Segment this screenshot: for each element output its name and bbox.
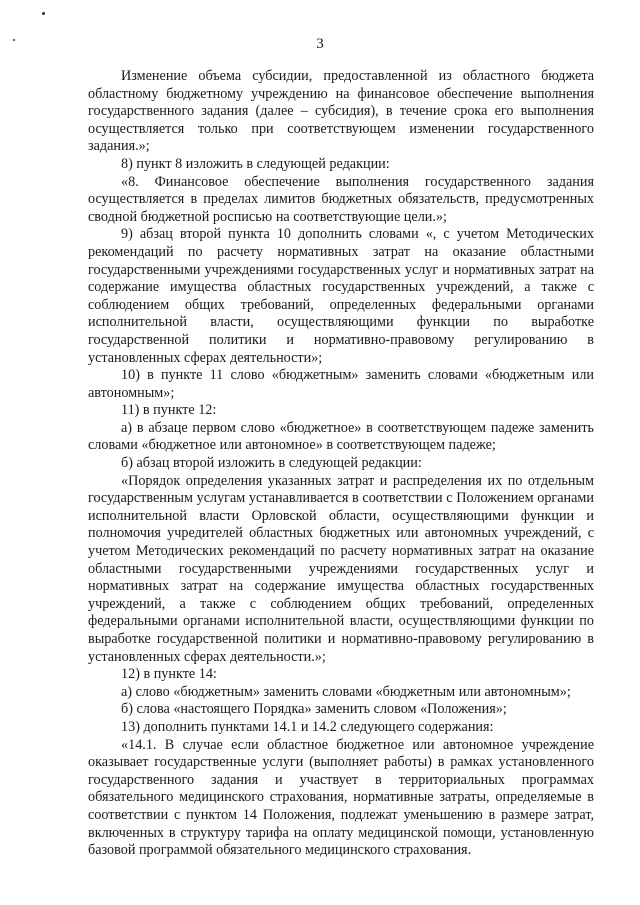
- paragraph: 11) в пункте 12:: [121, 402, 217, 419]
- paragraph: 10) в пункте 11 слово «бюджетным» заменить словами «бюджетным или автономным»;: [88, 367, 594, 401]
- paragraph: 8) пункт 8 изложить в следующей редакции:: [121, 155, 390, 172]
- paragraph: а) слово «бюджетным» заменить словами «бюджетным или автономным»;: [121, 683, 571, 700]
- paragraph: «14.1. В случае если областное бюджетное или автономное учреждение оказывает государственные услуги (выполняет работы) в рамках установленного государственного задания и участвует в территориальных программах обязательного медицинского страхования, нормативные затраты, определяемые в соответствии с пунктом 14 Положения, подлежат уменьшению в размере затрат, включенных в структуру тарифа на оплату медицинской помощи, установленную базовой программой обязательного медицинского страхования.: [88, 736, 594, 859]
- paragraph: а) в абзаце первом слово «бюджетное» в соответствующем падеже заменить словами «бюджетное или автономное» в соответствующем падеже;: [88, 419, 594, 454]
- paragraph: б) абзац второй изложить в следующей редакции:: [121, 455, 422, 472]
- paragraph: 12) в пункте 14:: [121, 666, 217, 683]
- paragraph: б) слова «настоящего Порядка» заменить словом «Положения»;: [121, 701, 507, 718]
- scan-speck: [42, 12, 45, 15]
- paragraph: «Порядок определения указанных затрат и распределения их по отдельным государственным услугам устанавливается в соответствии с Положением органами исполнительной власти Орловской области, осуществляющими функции и полномочия учредителей областных бюджетных или автономных учреждений, с учетом Методических рекомендаций по расчету нормативных затрат на оказание областными государственными учреждениями государственных услуг и нормативных затрат на содержание имущества областных государственных учреждений, а также с соблюдением общих требований, определенных федеральными органами исполнительной власти, осуществляющими функции по выработке государственной политики и нормативно-правовому регулированию в установленных сферах деятельности.»;: [88, 472, 594, 665]
- paragraph: Изменение объема субсидии, предоставленной из областного бюджета областному бюджетному учреждению на финансовое обеспечение выполнения государственного задания (далее – субсидия), в течение срока его выполнения осуществляется только при соответствующем изменении государственного задания.»;: [88, 68, 594, 155]
- document-body: [88, 68, 594, 860]
- paragraph: 9) абзац второй пункта 10 дополнить словами «, с учетом Методических рекомендаций по расчету нормативных затрат на оказание областными государственными учреждениями государственных услуг и нормативных затрат на содержание имущества областных государственных учреждений, а также с соблюдением общих требований, определенных федеральными органами исполнительной власти, осуществляющими функции по выработке государственной политики и нормативно-правовому регулированию в установленных сферах деятельности»;: [88, 226, 594, 366]
- paragraph: «8. Финансовое обеспечение выполнения государственного задания осуществляется в пределах лимитов бюджетных обязательств, предусмотренных сводной бюджетной росписью на соответствующие цели.»;: [88, 173, 594, 225]
- page-number: 3: [316, 36, 324, 52]
- paragraph: 13) дополнить пунктами 14.1 и 14.2 следующего содержания:: [121, 718, 494, 735]
